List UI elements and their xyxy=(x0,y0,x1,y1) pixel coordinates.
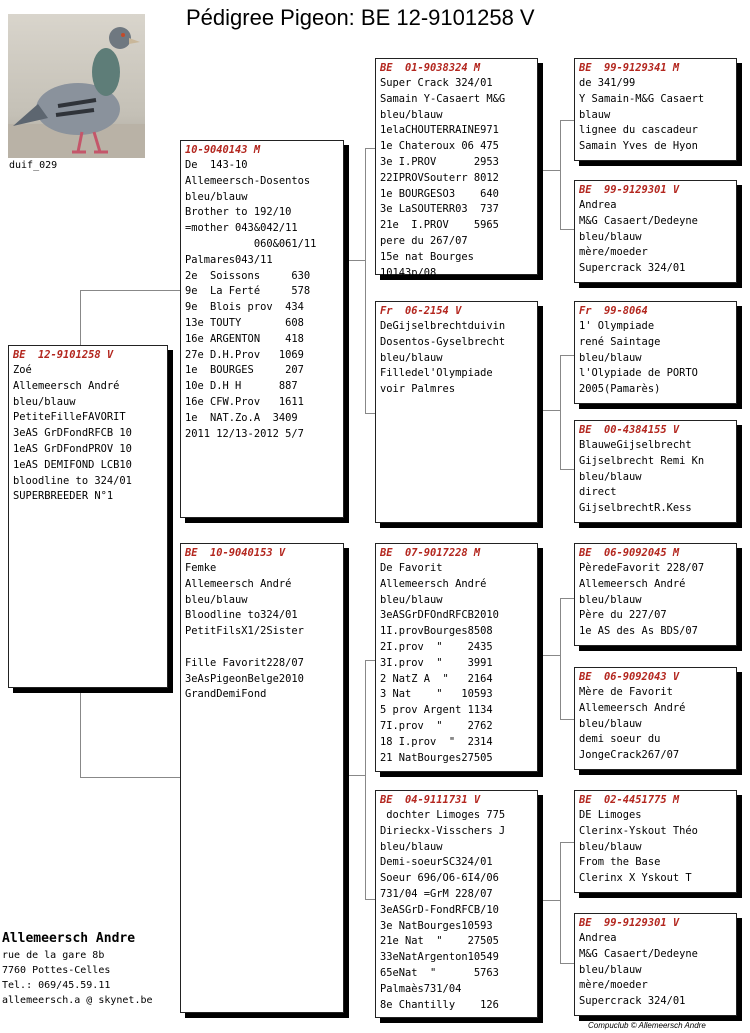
pedigree-line: direct xyxy=(579,486,617,499)
pedigree-line: voir Palmres xyxy=(380,383,456,396)
pedigree-line: Zoé xyxy=(13,364,32,376)
pedigree-line: bleu/blauw xyxy=(380,108,443,121)
owner-phone: Tel.: 069/45.59.11 xyxy=(2,980,111,991)
ancestor-card-6 xyxy=(574,667,737,770)
ring-number: BE 07-9017228 M xyxy=(380,547,481,559)
pedigree-line: Supercrack 324/01 xyxy=(579,262,686,275)
connector-line xyxy=(560,120,574,121)
connector-line xyxy=(538,900,561,901)
pedigree-line: 9e La Ferté 578 xyxy=(185,285,311,298)
pedigree-line: bleu/blauw xyxy=(579,963,642,976)
dam-dam-card xyxy=(375,790,538,1018)
pedigree-line: Andrea xyxy=(579,199,617,211)
pedigree-line: DE Limoges xyxy=(579,809,642,821)
pedigree-line: l'Olypiade de PORTO xyxy=(579,367,698,380)
pedigree-line: bleu/blauw xyxy=(13,395,76,408)
connector-line xyxy=(560,355,574,356)
pedigree-line: bleu/blauw xyxy=(579,840,642,853)
pedigree-line: Clerinx X Yskout T xyxy=(579,872,692,885)
pedigree-line: mère/moeder xyxy=(579,979,648,992)
pedigree-line: 2011 12/13-2012 5/7 xyxy=(185,427,304,440)
pedigree-line: 7I.prov " 2762 xyxy=(380,719,493,732)
connector-line xyxy=(344,775,366,776)
pedigree-line: rené Saintage xyxy=(579,335,661,348)
ring-number: BE 01-9038324 M xyxy=(380,62,481,74)
ancestor-card-1 xyxy=(574,58,737,161)
pedigree-line: 27e D.H.Prov 1069 xyxy=(185,348,304,361)
pedigree-line: 65eNat " 5763 xyxy=(380,966,499,979)
sire-card xyxy=(180,140,344,518)
pedigree-line: JongeCrack267/07 xyxy=(579,749,680,762)
pedigree-line: 22IPROVSouterr 8012 xyxy=(380,171,499,184)
pedigree-line: From the Base xyxy=(579,856,661,869)
pedigree-line: 1I.provBourges8508 xyxy=(380,625,493,638)
pedigree-line: bleu/blauw xyxy=(579,593,642,606)
pedigree-line: Dosentos-Gyselbrecht xyxy=(380,335,506,348)
ring-number: BE 06-9092043 V xyxy=(579,671,680,683)
pedigree-line: Femke xyxy=(185,562,217,574)
pedigree-line: 1e BOURGES 207 xyxy=(185,364,304,377)
pedigree-line: Supercrack 324/01 xyxy=(579,995,686,1008)
pedigree-line: 2I.prov " 2435 xyxy=(380,640,493,653)
pedigree-line: 15e nat Bourges xyxy=(380,250,474,263)
pedigree-line: Allemeersch André xyxy=(579,577,686,590)
pedigree-line: bleu/blauw xyxy=(380,840,443,853)
pedigree-line: 16e ARGENTON 418 xyxy=(185,332,304,345)
pedigree-line: Filledel'Olympiade xyxy=(380,367,493,380)
ring-number: BE 99-9129301 V xyxy=(579,184,680,196)
pedigree-line: bleu/blauw xyxy=(185,190,248,203)
pedigree-line: bleu/blauw xyxy=(579,230,642,243)
pedigree-line: 1e NAT.Zo.A 3409 xyxy=(185,411,298,424)
pigeon-photo xyxy=(8,14,145,158)
page-title: Pédigree Pigeon: BE 12-9101258 V xyxy=(186,5,535,30)
pedigree-line: Père du 227/07 xyxy=(579,609,667,622)
connector-line xyxy=(560,598,561,720)
pedigree-line: Allemeersch André xyxy=(380,577,487,590)
ancestor-card-4 xyxy=(574,420,737,523)
pedigree-line: bleu/blauw xyxy=(185,593,248,606)
ring-number: 10-9040143 M xyxy=(185,144,261,156)
pedigree-line: 5 prov Argent 1134 xyxy=(380,704,493,717)
pedigree-line xyxy=(185,640,339,656)
pedigree-line: bleu/blauw xyxy=(579,470,642,483)
sire-dam-card xyxy=(375,301,538,523)
pedigree-line: 33eNatArgenton10549 xyxy=(380,951,499,964)
subject-pigeon-card xyxy=(8,345,168,688)
pedigree-line: 3I.prov " 3991 xyxy=(380,656,493,669)
owner-city: 7760 Pottes-Celles xyxy=(2,965,111,976)
ring-number: BE 02-4451775 M xyxy=(579,794,680,806)
pedigree-line: 1' Olympiade xyxy=(579,320,655,332)
pedigree-line: De Favorit xyxy=(380,562,443,574)
pedigree-line: BlauweGijselbrecht xyxy=(579,439,692,451)
dam-card xyxy=(180,543,344,1013)
ring-number: Fr 99-8064 xyxy=(579,305,648,317)
connector-line xyxy=(80,290,180,291)
pedigree-line: demi soeur du xyxy=(579,733,661,746)
pedigree-line: De 143-10 xyxy=(185,159,248,171)
owner-email: allemeersch.a @ skynet.be xyxy=(2,995,153,1006)
connector-line xyxy=(365,148,366,414)
pedigree-line: dochter Limoges 775 xyxy=(380,809,506,821)
pedigree-line: 3e NatBourges10593 xyxy=(380,919,493,932)
connector-line xyxy=(560,719,574,720)
pedigree-line: lignee du cascadeur xyxy=(579,124,698,137)
pedigree-line: PèredeFavorit 228/07 xyxy=(579,562,705,574)
pedigree-line: SUPERBREEDER N°1 xyxy=(13,490,114,503)
pedigree-line: 731/04 =GrM 228/07 xyxy=(380,887,493,900)
connector-line xyxy=(80,777,180,778)
ancestor-card-8 xyxy=(574,913,737,1016)
pedigree-line: 1e Chateroux 06 475 xyxy=(380,140,499,153)
pedigree-line: 3eAsPigeonBelge2010 xyxy=(185,672,304,685)
pedigree-line: blauw xyxy=(579,108,611,121)
photo-caption: duif_029 xyxy=(9,160,58,171)
pedigree-line: GijselbrechtR.Kess xyxy=(579,502,692,515)
pedigree-line: Brother to 192/10 xyxy=(185,206,292,219)
pedigree-line: PetiteFilleFAVORIT xyxy=(13,411,126,424)
pedigree-line: Allemeersch André xyxy=(185,577,292,590)
pedigree-line: Allemeersch André xyxy=(579,701,686,714)
connector-line xyxy=(365,660,375,661)
connector-line xyxy=(538,410,561,411)
connector-line xyxy=(80,290,81,346)
pedigree-line: 1e BOURGESO3 640 xyxy=(380,187,499,200)
connector-line xyxy=(560,120,561,230)
pedigree-line: 3eASGrD-FondRFCB/10 xyxy=(380,903,499,916)
pedigree-line: 18 I.prov " 2314 xyxy=(380,735,493,748)
pedigree-line: 9e Blois prov 434 xyxy=(185,301,304,314)
pedigree-line: 21 NatBourges27505 xyxy=(380,751,493,764)
ancestor-card-3 xyxy=(574,301,737,404)
pedigree-line: GrandDemiFond xyxy=(185,688,267,701)
pedigree-line: Samain Y-Casaert M&G xyxy=(380,92,506,105)
connector-line xyxy=(560,229,574,230)
pedigree-line: 21e Nat " 27505 xyxy=(380,935,499,948)
pedigree-line: 13e TOUTY 608 xyxy=(185,316,304,329)
ancestor-card-2 xyxy=(574,180,737,283)
connector-line xyxy=(560,355,561,470)
connector-line xyxy=(80,690,81,778)
pedigree-line: bleu/blauw xyxy=(579,351,642,364)
pedigree-line: pere du 267/07 xyxy=(380,234,468,247)
footer-credit: Compuclub © Allemeersch Andre xyxy=(588,1021,706,1030)
pedigree-line: bleu/blauw xyxy=(579,717,642,730)
pedigree-line: Bloodline to324/01 xyxy=(185,609,298,622)
ring-number: BE 10-9040153 V xyxy=(185,547,286,559)
pedigree-line: 3 Nat " 10593 xyxy=(380,688,493,701)
pedigree-line: Mère de Favorit xyxy=(579,686,673,698)
pedigree-line: Dirieckx-Visschers J xyxy=(380,824,506,837)
connector-line xyxy=(538,170,561,171)
ancestor-card-5 xyxy=(574,543,737,646)
pedigree-line: PetitFilsX1/2Sister xyxy=(185,625,304,638)
pedigree-line: 1elaCHOUTERRAINE971 xyxy=(380,124,499,137)
pedigree-line: 3eASGrDFOndRFCB2010 xyxy=(380,609,499,622)
pedigree-line: 2e Soissons 630 xyxy=(185,269,311,282)
ring-number: BE 04-9111731 V xyxy=(380,794,481,806)
pedigree-line: bleu/blauw xyxy=(380,593,443,606)
pedigree-line: M&G Casaert/Dedeyne xyxy=(579,947,698,960)
ring-number: BE 99-9129341 M xyxy=(579,62,680,74)
sire-sire-card xyxy=(375,58,538,279)
connector-line xyxy=(538,655,561,656)
pedigree-line: 060&061/11 xyxy=(185,237,317,250)
pedigree-line: 16e CFW.Prov 1611 xyxy=(185,395,304,408)
pedigree-line: 8e Chantilly 126 xyxy=(380,998,499,1011)
pedigree-line: 1eAS GrDFondPROV 10 xyxy=(13,442,132,455)
pedigree-line: Soeur 696/O6-6I4/06 xyxy=(380,872,499,885)
pedigree-line: 3e I.PROV 2953 xyxy=(380,155,499,168)
connector-line xyxy=(365,413,375,414)
pedigree-line: Y Samain-M&G Casaert xyxy=(579,92,705,105)
pedigree-line: Clerinx-Yskout Théo xyxy=(579,824,698,837)
connector-line xyxy=(365,148,375,149)
owner-address: rue de la gare 8b xyxy=(2,950,105,961)
pedigree-line: 21e I.PROV 5965 xyxy=(380,219,499,232)
pedigree-line: bloodline to 324/01 xyxy=(13,474,132,487)
pedigree-line: 1eAS DEMIFOND LCB10 xyxy=(13,458,132,471)
pedigree-line: Super Crack 324/01 xyxy=(380,77,493,89)
pedigree-line: M&G Casaert/Dedeyne xyxy=(579,214,698,227)
connector-line xyxy=(560,598,574,599)
connector-line xyxy=(365,899,375,900)
ring-number: BE 99-9129301 V xyxy=(579,917,680,929)
pedigree-line: Palmaès731/04 xyxy=(380,982,462,995)
pedigree-line: 3e LaSOUTERR03 737 xyxy=(380,203,499,216)
owner-info xyxy=(2,930,182,1008)
pedigree-line: 2005(Pamarès) xyxy=(579,383,661,396)
pedigree-line: Samain Yves de Hyon xyxy=(579,140,698,153)
pedigree-line: bleu/blauw xyxy=(380,351,443,364)
ring-number: BE 00-4384155 V xyxy=(579,424,680,436)
pedigree-line: Andrea xyxy=(579,932,617,944)
pedigree-line: 10143p/08 xyxy=(380,266,437,279)
connector-line xyxy=(560,963,574,964)
ring-number: BE 12-9101258 V xyxy=(13,349,114,361)
pedigree-line: =mother 043&042/11 xyxy=(185,222,298,235)
pedigree-line: Allemeersch André xyxy=(13,379,120,392)
pigeon-image xyxy=(8,14,145,158)
pedigree-line: Gijselbrecht Remi Kn xyxy=(579,454,705,467)
connector-line xyxy=(560,469,574,470)
pedigree-line: Palmares043/11 xyxy=(185,253,273,266)
dam-sire-card xyxy=(375,543,538,772)
connector-line xyxy=(344,260,366,261)
pedigree-line: Fille Favorit228/07 xyxy=(185,656,304,669)
connector-line xyxy=(560,842,561,964)
pedigree-line: 1e AS des As BDS/07 xyxy=(579,625,698,638)
pedigree-line: de 341/99 xyxy=(579,77,636,89)
pedigree-line: mère/moeder xyxy=(579,246,648,259)
owner-name: Allemeersch Andre xyxy=(2,931,136,946)
pedigree-line: Allemeersch-Dosentos xyxy=(185,174,311,187)
ring-number: BE 06-9092045 M xyxy=(579,547,680,559)
connector-line xyxy=(560,842,574,843)
ancestor-card-7 xyxy=(574,790,737,893)
pedigree-line: Demi-soeurSC324/01 xyxy=(380,856,493,869)
connector-line xyxy=(365,660,366,900)
ring-number: Fr 06-2154 V xyxy=(380,305,462,317)
pedigree-line: 2 NatZ A " 2164 xyxy=(380,672,493,685)
pedigree-line: 3eAS GrDFondRFCB 10 xyxy=(13,427,132,440)
pedigree-line: 10e D.H H 887 xyxy=(185,380,298,393)
pedigree-line: DeGijselbrechtduivin xyxy=(380,320,506,332)
